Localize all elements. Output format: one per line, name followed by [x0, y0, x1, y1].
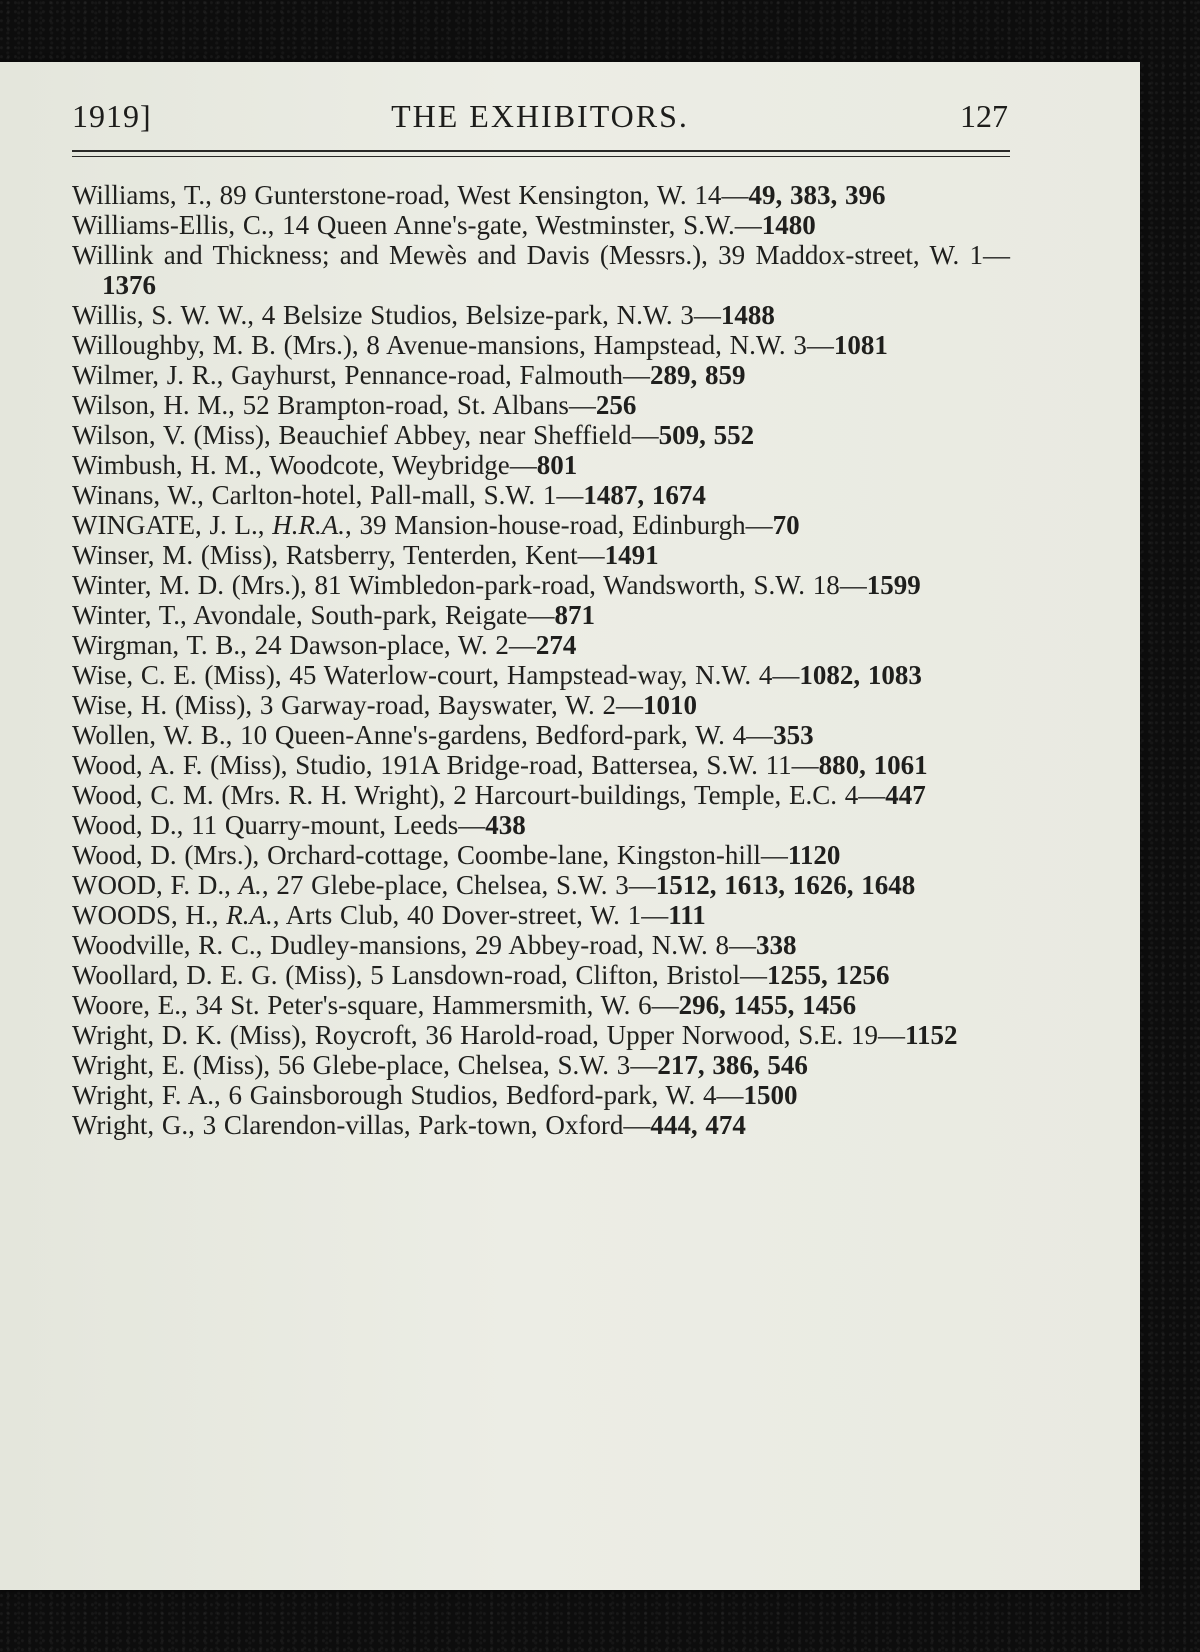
catalogue-numbers: 1082, 1083 — [799, 660, 922, 690]
exhibitor-entry: Wright, D. K. (Miss), Roycroft, 36 Harold-road, Upper Norwood, S.E. 19—1152 — [72, 1020, 958, 1050]
catalogue-numbers: 296, 1455, 1456 — [678, 990, 857, 1020]
exhibitor-name: Wright, E. (Miss), — [72, 1050, 271, 1080]
exhibitor-name: Winter, M. D. (Mrs.), — [72, 570, 307, 600]
catalogue-numbers: 871 — [554, 600, 595, 630]
header-year: 1919] — [72, 98, 152, 134]
exhibitor-address: Arts Club, 40 Dover-street, W. 1 — [285, 900, 642, 930]
exhibitor-entry: WINGATE, J. L., H.R.A., 39 Mansion-house-road, Edinburgh—70 — [72, 510, 800, 540]
exhibitor-entry: Wood, D. (Mrs.), Orchard-cottage, Coombe-lane, Kingston-hill—1120 — [72, 840, 841, 870]
catalogue-numbers: 444, 474 — [650, 1110, 746, 1140]
exhibitor-address: 27 Glebe-place, Chelsea, S.W. 3 — [276, 870, 629, 900]
exhibitor-entry: Wise, C. E. (Miss), 45 Waterlow-court, Hampstead-way, N.W. 4—1082, 1083 — [72, 660, 922, 690]
exhibitor-name: Willoughby, M. B. (Mrs.), — [72, 330, 359, 360]
exhibitor-entry: Wirgman, T. B., 24 Dawson-place, W. 2—274 — [72, 630, 577, 660]
exhibitor-address: 14 Queen Anne's-gate, Westminster, S.W. — [282, 210, 735, 240]
catalogue-numbers: 1512, 1613, 1626, 1648 — [655, 870, 916, 900]
exhibitor-address: Roycroft, 36 Harold-road, Upper Norwood, S.E. 19 — [314, 1020, 879, 1050]
catalogue-numbers: 880, 1061 — [818, 750, 928, 780]
exhibitor-entry: Wright, F. A., 6 Gainsborough Studios, Bedford-park, W. 4—1500 — [72, 1080, 798, 1110]
catalogue-numbers: 509, 552 — [658, 420, 755, 450]
header-rule — [72, 150, 1010, 152]
exhibitor-address: Ratsberry, Tenterden, Kent — [285, 540, 578, 570]
exhibitor-address: 3 Garway-road, Bayswater, W. 2 — [259, 690, 616, 720]
exhibitor-name: Winser, M. (Miss), — [72, 540, 279, 570]
exhibitor-address: Avondale, South-park, Reigate — [193, 600, 528, 630]
exhibitor-entry: Wimbush, H. M., Woodcote, Weybridge—801 — [72, 450, 578, 480]
catalogue-numbers: 1480 — [761, 210, 816, 240]
catalogue-numbers: 1487, 1674 — [583, 480, 706, 510]
exhibitor-name: Wood, D. (Mrs.), — [72, 840, 260, 870]
exhibitor-name: WINGATE, J. L., — [72, 510, 265, 540]
exhibitor-name: Wright, F. A., — [72, 1080, 221, 1110]
exhibitor-entry: Wilson, H. M., 52 Brampton-road, St. Albans—256 — [72, 390, 637, 420]
exhibitor-address: 56 Glebe-place, Chelsea, S.W. 3 — [277, 1050, 631, 1080]
catalogue-numbers: 70 — [772, 510, 800, 540]
exhibitor-address: 39 Mansion-house-road, Edinburgh — [359, 510, 746, 540]
exhibitor-name: Wright, G., — [72, 1110, 195, 1140]
exhibitor-entry: WOOD, F. D., A., 27 Glebe-place, Chelsea, S.W. 3—1512, 1613, 1626, 1648 — [72, 870, 916, 900]
exhibitor-name: Wood, C. M. (Mrs. R. H. Wright), — [72, 780, 446, 810]
catalogue-numbers: 1152 — [905, 1020, 958, 1050]
exhibitor-entry: Winans, W., Carlton-hotel, Pall-mall, S.W. 1—1487, 1674 — [72, 480, 706, 510]
exhibitor-address: Gayhurst, Pennance-road, Falmouth — [231, 360, 623, 390]
exhibitor-entry: Willoughby, M. B. (Mrs.), 8 Avenue-mansions, Hampstead, N.W. 3—1081 — [72, 330, 888, 360]
exhibitor-entry: Winser, M. (Miss), Ratsberry, Tenterden, Kent—1491 — [72, 540, 659, 570]
catalogue-numbers: 111 — [668, 900, 706, 930]
catalogue-numbers: 256 — [595, 390, 637, 420]
exhibitor-entry: Wright, E. (Miss), 56 Glebe-place, Chelsea, S.W. 3—217, 386, 546 — [72, 1050, 808, 1080]
academic-title: A. — [238, 870, 262, 900]
catalogue-numbers: 274 — [535, 630, 577, 660]
exhibitor-name: Williams, T., — [72, 180, 212, 210]
exhibitor-address: and Mewès and Davis (Messrs.), 39 Maddox-street, W. 1 — [339, 240, 983, 270]
exhibitor-entry: WOODS, H., R.A., Arts Club, 40 Dover-street, W. 1—111 — [72, 900, 706, 930]
exhibitor-address: 24 Dawson-place, W. 2 — [254, 630, 509, 660]
exhibitor-address: 3 Clarendon-villas, Park-town, Oxford — [202, 1110, 624, 1140]
exhibitor-name: Wilson, H. M., — [72, 390, 235, 420]
exhibitor-list — [72, 180, 1010, 1140]
exhibitor-name: Winter, T., — [72, 600, 187, 630]
catalogue-numbers: 801 — [536, 450, 578, 480]
exhibitor-name: Wilson, V. (Miss), — [72, 420, 271, 450]
header-rule-thin — [72, 156, 1010, 157]
academic-title: R.A. — [226, 900, 273, 930]
catalogue-numbers: 217, 386, 546 — [657, 1050, 808, 1080]
exhibitor-name: Winans, W., — [72, 480, 204, 510]
header-title: THE EXHIBITORS. — [391, 98, 689, 134]
catalogue-numbers: 1491 — [604, 540, 659, 570]
page-number: 127 — [960, 98, 1008, 134]
exhibitor-entry: Woore, E., 34 St. Peter's-square, Hammersmith, W. 6—296, 1455, 1456 — [72, 990, 857, 1020]
catalogue-numbers: 1599 — [866, 570, 921, 600]
catalogue-numbers: 1010 — [642, 690, 697, 720]
exhibitor-entry: Wilson, V. (Miss), Beauchief Abbey, near Sheffield—509, 552 — [72, 420, 755, 450]
exhibitor-entry: Woollard, D. E. G. (Miss), 5 Lansdown-road, Clifton, Bristol—1255, 1256 — [72, 960, 890, 990]
catalogue-numbers: 1488 — [720, 300, 775, 330]
catalogue-numbers: 289, 859 — [649, 360, 746, 390]
exhibitor-entry: Winter, M. D. (Mrs.), 81 Wimbledon-park-road, Wandsworth, S.W. 18—1599 — [72, 570, 921, 600]
catalogue-numbers: 1120 — [787, 840, 841, 870]
exhibitor-name: Wood, D., — [72, 810, 184, 840]
exhibitor-name: Wilmer, J. R., — [72, 360, 224, 390]
exhibitor-address: Woodcote, Weybridge — [269, 450, 510, 480]
exhibitor-name: Willis, S. W. W., — [72, 300, 254, 330]
exhibitor-entry: Wood, D., 11 Quarry-mount, Leeds—438 — [72, 810, 526, 840]
exhibitor-address: 81 Wimbledon-park-road, Wandsworth, S.W. 18 — [314, 570, 840, 600]
exhibitor-address: 5 Lansdown-road, Clifton, Bristol — [370, 960, 741, 990]
exhibitor-address: Beauchief Abbey, near Sheffield — [278, 420, 632, 450]
exhibitor-address: Orchard-cottage, Coombe-lane, Kingston-hill — [267, 840, 761, 870]
exhibitor-address: 11 Quarry-mount, Leeds — [191, 810, 459, 840]
exhibitor-address: Studio, 191A Bridge-road, Battersea, S.W. 11 — [295, 750, 792, 780]
catalogue-numbers: 353 — [773, 720, 814, 750]
catalogue-numbers: 1376 — [102, 270, 156, 300]
catalogue-numbers: 49, 383, 396 — [748, 180, 886, 210]
exhibitor-name: WOODS, H., — [72, 900, 219, 930]
exhibitor-name: Wimbush, H. M., — [72, 450, 262, 480]
running-head — [72, 98, 1008, 148]
exhibitor-address: 89 Gunterstone-road, West Kensington, W. 14 — [219, 180, 722, 210]
exhibitor-entry: Williams-Ellis, C., 14 Queen Anne's-gate, Westminster, S.W.—1480 — [72, 210, 816, 240]
exhibitor-entry: Wright, G., 3 Clarendon-villas, Park-town, Oxford—444, 474 — [72, 1110, 746, 1140]
exhibitor-address: Carlton-hotel, Pall-mall, S.W. 1 — [211, 480, 557, 510]
exhibitor-name: Williams-Ellis, C., — [72, 210, 275, 240]
exhibitor-address: 6 Gainsborough Studios, Bedford-park, W. 4 — [228, 1080, 717, 1110]
catalogue-numbers: 438 — [485, 810, 526, 840]
exhibitor-address: Dudley-mansions, 29 Abbey-road, N.W. 8 — [270, 930, 730, 960]
exhibitor-name: Wise, C. E. (Miss), — [72, 660, 282, 690]
exhibitor-name: Woollard, D. E. G. (Miss), — [72, 960, 363, 990]
exhibitor-name: WOOD, F. D., — [72, 870, 231, 900]
catalogue-numbers: 447 — [885, 780, 926, 810]
catalogue-numbers: 1500 — [743, 1080, 798, 1110]
exhibitor-address: 10 Queen-Anne's-gardens, Bedford-park, W. 4 — [240, 720, 747, 750]
exhibitor-address: 8 Avenue-mansions, Hampstead, N.W. 3 — [366, 330, 807, 360]
catalogue-numbers: 1255, 1256 — [767, 960, 890, 990]
exhibitor-entry: Wollen, W. B., 10 Queen-Anne's-gardens, Bedford-park, W. 4—353 — [72, 720, 814, 750]
exhibitor-name: Wright, D. K. (Miss), — [72, 1020, 308, 1050]
exhibitor-name: Wise, H. (Miss), — [72, 690, 253, 720]
academic-title: H.R.A. — [272, 510, 345, 540]
exhibitor-address: 52 Brampton-road, St. Albans — [242, 390, 569, 420]
exhibitor-entry: Willink and Thickness; and Mewès and Davis (Messrs.), 39 Maddox-street, W. 1—1376 — [72, 240, 1010, 300]
exhibitor-name: Wirgman, T. B., — [72, 630, 247, 660]
exhibitor-entry: Woodville, R. C., Dudley-mansions, 29 Abbey-road, N.W. 8—338 — [72, 930, 797, 960]
catalogue-numbers: 338 — [756, 930, 797, 960]
exhibitor-name: Woodville, R. C., — [72, 930, 263, 960]
exhibitor-address: 45 Waterlow-court, Hampstead-way, N.W. 4 — [289, 660, 773, 690]
exhibitor-address: 34 St. Peter's-square, Hammersmith, W. 6 — [195, 990, 652, 1020]
exhibitor-name: Woore, E., — [72, 990, 188, 1020]
exhibitor-entry: Wilmer, J. R., Gayhurst, Pennance-road, Falmouth—289, 859 — [72, 360, 746, 390]
exhibitor-entry: Wood, A. F. (Miss), Studio, 191A Bridge-road, Battersea, S.W. 11—880, 1061 — [72, 750, 928, 780]
exhibitor-address: 4 Belsize Studios, Belsize-park, N.W. 3 — [261, 300, 694, 330]
exhibitor-entry: Wood, C. M. (Mrs. R. H. Wright), 2 Harcourt-buildings, Temple, E.C. 4—447 — [72, 780, 926, 810]
exhibitor-entry: Wise, H. (Miss), 3 Garway-road, Bayswater, W. 2—1010 — [72, 690, 697, 720]
exhibitor-entry: Willis, S. W. W., 4 Belsize Studios, Belsize-park, N.W. 3—1488 — [72, 300, 775, 330]
exhibitor-entry: Winter, T., Avondale, South-park, Reigate—871 — [72, 600, 595, 630]
exhibitor-name: Wood, A. F. (Miss), — [72, 750, 288, 780]
exhibitor-address: 2 Harcourt-buildings, Temple, E.C. 4 — [453, 780, 859, 810]
exhibitor-entry: Williams, T., 89 Gunterstone-road, West Kensington, W. 14—49, 383, 396 — [72, 180, 886, 210]
exhibitor-name: Wollen, W. B., — [72, 720, 233, 750]
catalogue-numbers: 1081 — [833, 330, 888, 360]
exhibitor-name: Willink and Thickness; — [72, 240, 330, 270]
